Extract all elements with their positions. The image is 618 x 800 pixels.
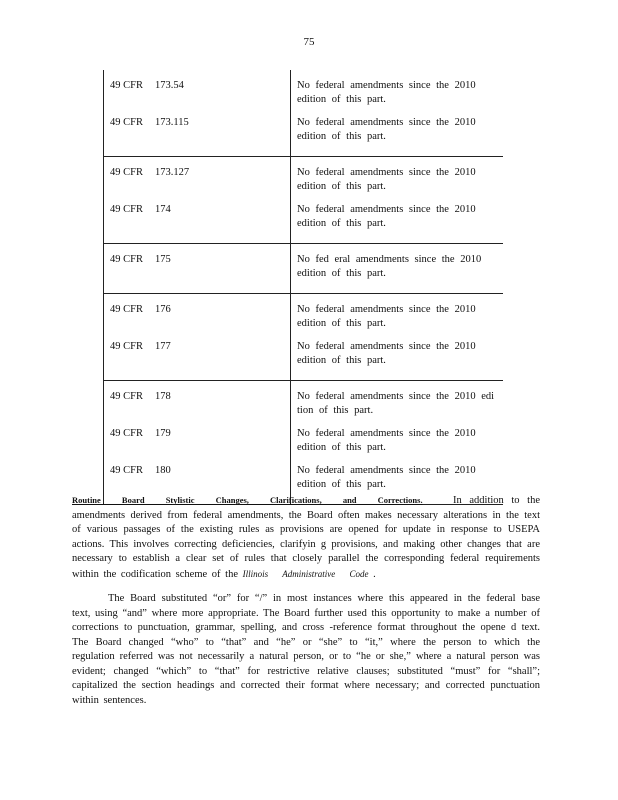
status-cell: No federal amendments since the 2010 edition of this part. xyxy=(297,117,476,142)
cfr-citation-cell xyxy=(104,157,291,195)
status-cell: No federal amendments since the 2010 edition of this part. xyxy=(291,455,504,505)
status-cell: No federal amendments since the 2010 edi tion of this part. xyxy=(291,381,504,419)
cfr-label: 49 CFR xyxy=(110,117,143,128)
cfr-section: 173.127 xyxy=(154,167,190,178)
table-row xyxy=(104,107,504,157)
cfr-label: 49 CFR xyxy=(110,204,143,215)
cfr-label: 49 CFR xyxy=(110,167,143,178)
cfr-label: 49 CFR xyxy=(110,80,143,91)
cfr-section: 174 xyxy=(154,204,171,215)
cfr-citation-cell xyxy=(104,244,291,294)
cfr-section: 173.115 xyxy=(154,117,189,128)
cfr-section: 178 xyxy=(154,391,171,402)
page-number: 75 xyxy=(303,36,315,48)
cfr-citation-cell xyxy=(104,418,291,455)
table-row xyxy=(104,294,504,332)
cfr-citation-cell xyxy=(104,294,291,332)
table-row xyxy=(104,194,504,244)
cfr-section: 175 xyxy=(154,254,171,265)
substitutions-paragraph: The Board substituted “or” for “/” in most instances where this appeared in the federal base text, using “and” where more appropriate. The Board further used this opportunity to make a number of corrections to punctuation, grammar, spelling, and cross -reference format throughout the opene d text. The Board changed “who” to “that” and “he” or “she” to “it,” where the person to which the regulation referred was not necessarily a natural person, or to “he or she,” where a natural person was evident; changed “which” to “that” for restrictive relative clauses; substituted “must” for “shall”; capitalized the section headings and corrected their format where necessary; and corrected punctuation within sentences. xyxy=(72,593,540,706)
cfr-label: 49 CFR xyxy=(110,304,143,315)
journal-title: Illinois Administrative Code xyxy=(242,568,369,579)
cfr-citation-cell xyxy=(104,107,291,157)
cfr-citation-cell xyxy=(104,70,291,107)
table-row xyxy=(104,418,504,455)
status-cell: No federal amendments since the 2010 edition of this part. xyxy=(297,341,476,366)
status-cell: No federal amendments since the 2010 edition of this part. xyxy=(291,157,504,195)
paragraph-end: . xyxy=(373,568,376,580)
table-row xyxy=(104,244,504,294)
table-row xyxy=(104,70,504,107)
regulations-table xyxy=(103,70,503,505)
cfr-section: 180 xyxy=(154,465,171,476)
section-heading: Routine Board Stylistic Changes, Clarifications, and Corrections. xyxy=(72,495,423,505)
cfr-label: 49 CFR xyxy=(110,428,143,439)
cfr-citation-cell xyxy=(104,331,291,381)
status-cell: No fed eral amendments since the 2010 edition of this part. xyxy=(291,244,504,294)
cfr-section: 176 xyxy=(154,304,171,315)
table-row xyxy=(104,331,504,381)
status-cell: No federal amendments since the 2010 edition of this part. xyxy=(297,428,476,453)
status-cell: No federal amendments since the 2010 edition of this part. xyxy=(291,294,504,332)
cfr-citation-cell xyxy=(104,194,291,244)
cfr-section: 179 xyxy=(154,428,171,439)
cfr-citation-cell xyxy=(104,381,291,419)
table-row xyxy=(104,381,504,419)
status-cell: No federal amendments since the 2010 edition of this part. xyxy=(297,204,476,229)
cfr-label: 49 CFR xyxy=(110,465,143,476)
cfr-label: 49 CFR xyxy=(110,254,143,265)
cfr-section: 173.54 xyxy=(154,80,184,91)
cfr-label: 49 CFR xyxy=(110,341,143,352)
paragraph-body: In addition to the amendments derived from federal amendments, the Board often makes necessary alterations in the text of various passages of the existing rules as provisions are opened for update in response to USEPA actions. This involves correcting deficiencies, clarifyin g provisions, and making other changes that are necessary to establish a clear set of rules that closely parallel the corresponding federal requirements within the codification scheme of the xyxy=(72,495,540,580)
stylistic-changes-paragraph xyxy=(72,493,540,582)
status-cell: No federal amendments since the 2010 edition of this part. xyxy=(297,80,476,105)
table-row xyxy=(104,157,504,195)
cfr-section: 177 xyxy=(154,341,171,352)
cfr-label: 49 CFR xyxy=(110,391,143,402)
